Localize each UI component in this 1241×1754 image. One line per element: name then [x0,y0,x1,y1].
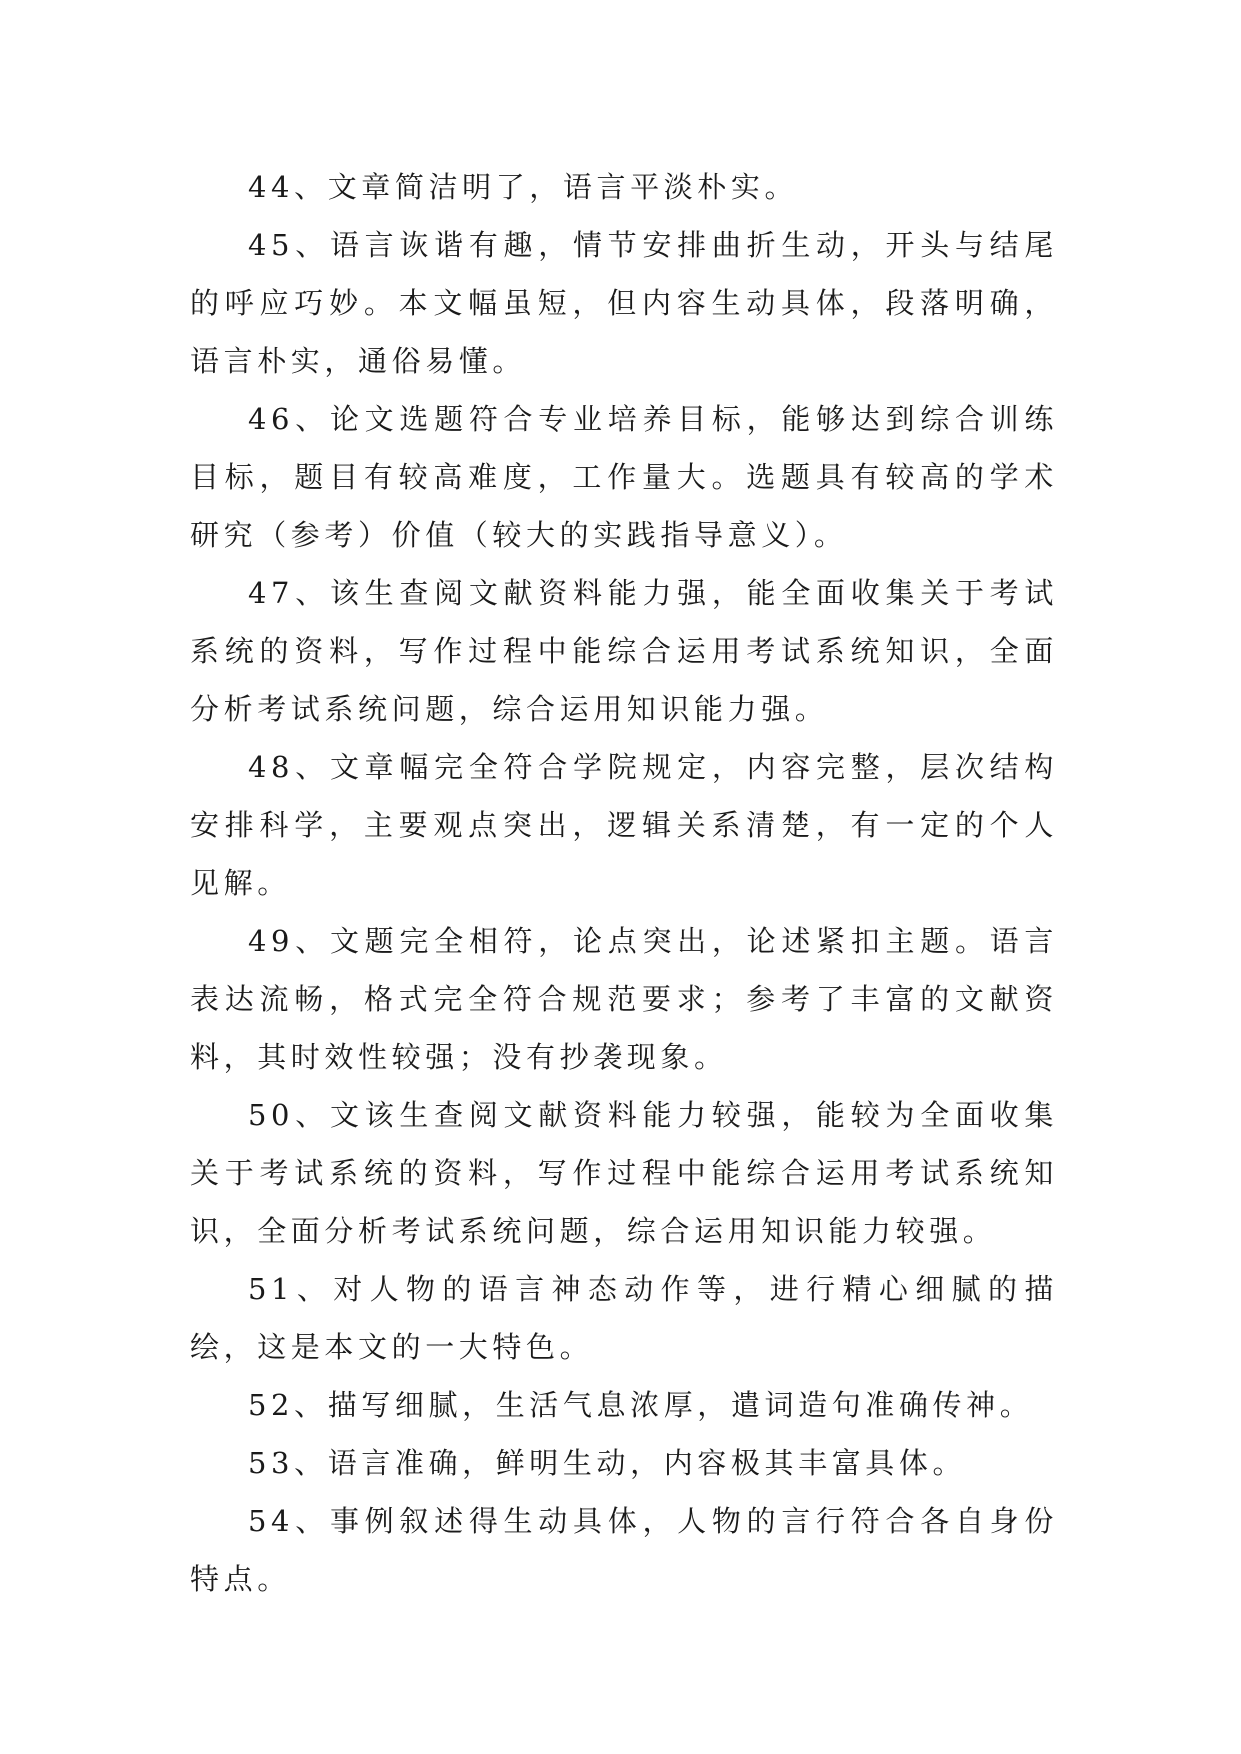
document-body [190,158,1058,1608]
paragraph-52: 52、描写细腻，生活气息浓厚，遣词造句准确传神。 [248,1388,1034,1422]
paragraph-44: 44、文章简洁明了，语言平淡朴实。 [248,170,799,204]
paragraph-50: 50、文该生查阅文献资料能力较强，能较为全面收集关于考试系统的资料，写作过程中能综合运用考试系统知识，全面分析考试系统问题，综合运用知识能力较强。 [190,1098,1058,1248]
paragraph-49: 49、文题完全相符，论点突出，论述紧扣主题。语言表达流畅，格式完全符合规范要求；参考了丰富的文献资料，其时效性较强；没有抄袭现象。 [190,924,1058,1074]
paragraph-47: 47、该生查阅文献资料能力强，能全面收集关于考试系统的资料，写作过程中能综合运用考试系统知识，全面分析考试系统问题，综合运用知识能力强。 [190,576,1058,726]
paragraph-46: 46、论文选题符合专业培养目标，能够达到综合训练目标，题目有较高难度，工作量大。选题具有较高的学术研究（参考）价值（较大的实践指导意义）。 [190,402,1058,552]
paragraph-54: 54、事例叙述得生动具体，人物的言行符合各自身份特点。 [190,1504,1058,1596]
paragraph-51: 51、对人物的语言神态动作等，进行精心细腻的描绘，这是本文的一大特色。 [190,1272,1058,1364]
paragraph-45: 45、语言诙谐有趣，情节安排曲折生动，开头与结尾的呼应巧妙。本文幅虽短，但内容生动具体，段落明确，语言朴实，通俗易懂。 [190,228,1058,378]
paragraph-53: 53、语言准确，鲜明生动，内容极其丰富具体。 [248,1446,967,1480]
paragraph-48: 48、文章幅完全符合学院规定，内容完整，层次结构安排科学，主要观点突出，逻辑关系清楚，有一定的个人见解。 [190,750,1058,900]
